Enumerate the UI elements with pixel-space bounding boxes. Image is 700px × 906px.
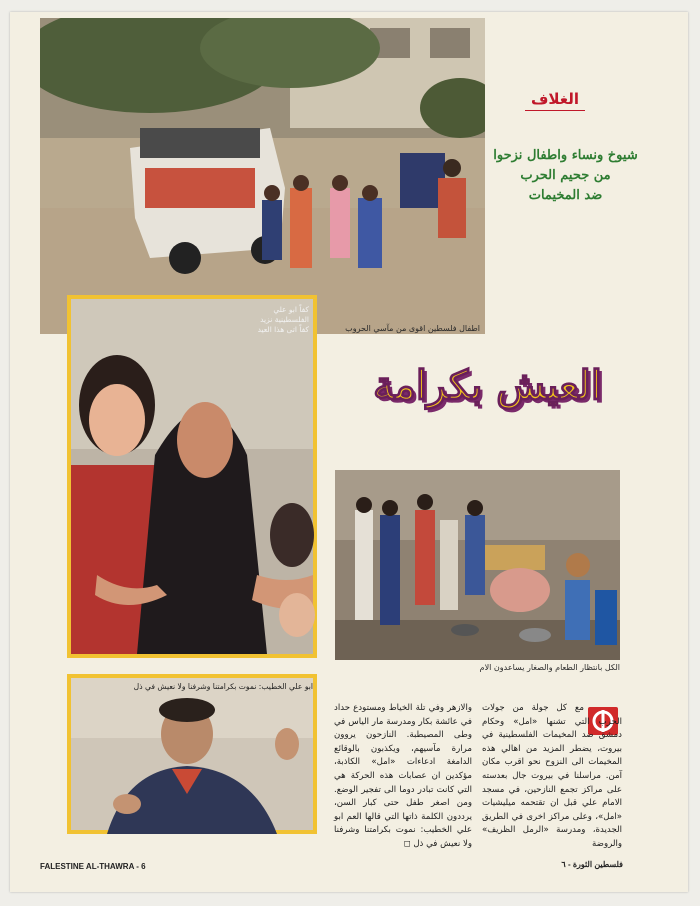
man-photo [67,674,317,834]
section-label: الغلاف [515,90,595,111]
headline: العيش بكرامة [373,362,602,409]
man-photo-caption: ابو علي الخطيب: نموت بكرامتنا وشرفنا ولا نعيش في ذل [133,682,313,691]
mother-caption-line-2: الفلسطينية نزيد [260,315,309,324]
article-column-left: والازهر وفي تلة الخياط ومستودع حداد في عائشة بكار ومدرسة مار الياس في وطى المصيطبة. النازحون يروون مرارة مآسيهم، ويكذبون بالوقائع الدامغة ادعاءات «امل» الكاذبة، مؤكدين ان عصابات هذه الحركة هي التي كانت تبادر دوما الى تفجير الوضع. ومن اصغر طفل حتى كبار السن، يرددون الكلمة ذاتها التي قالها العم ابو علي الخطيب: نموت بكرامتنا وشرفنا ولا نعيش في ذل ◻ [334,703,472,849]
mother-caption-line-1: كفاً ابو علي [273,305,309,314]
article-column-right: مع كل جولة من جولات الحرب التي تشنها «امل» وحكام دمشق ضد المخيمات الفلسطينية في بيروت، يضطر المزيد من اهالي هذه المخيمات الى النزوح نحو اقرب مكان آمن. مراسلنا في بيروت جال بعدسته على مراكز تجمع النازحين، في مسجد الامام علي قبل ان تقتحمه ميليشيات «امل»، وعلى مراكز اخرى في الطريق الجديدة، ومدرسة «الرمل الظريف» والروضة [482,703,622,849]
mother-caption-line-3: كفاً اتى هذا العيد [257,325,309,334]
section-underline [525,110,585,111]
refugees-car-photo [40,18,485,334]
magazine-page [10,12,688,892]
subhead-line-3: ضد المخيمات [528,188,603,203]
cooking-photo [335,470,620,660]
mother-photo-caption [237,305,309,335]
subhead-line-2: من جحيم الحرب [520,168,611,183]
cooking-photo-caption: الكل بانتظار الطعام والصغار يساعدون الام [479,663,620,672]
mother-photo [67,295,317,658]
folio-right: فلسطين الثورة - ٦ [561,860,623,869]
subhead-line-1: شيوخ ونساء واطفال نزحوا [493,148,638,163]
folio-left: FALESTINE AL-THAWRA - 6 [40,862,146,871]
subhead [488,146,643,206]
top-photo-caption: اطفال فلسطين اقوى من مآسي الحروب [345,324,480,333]
